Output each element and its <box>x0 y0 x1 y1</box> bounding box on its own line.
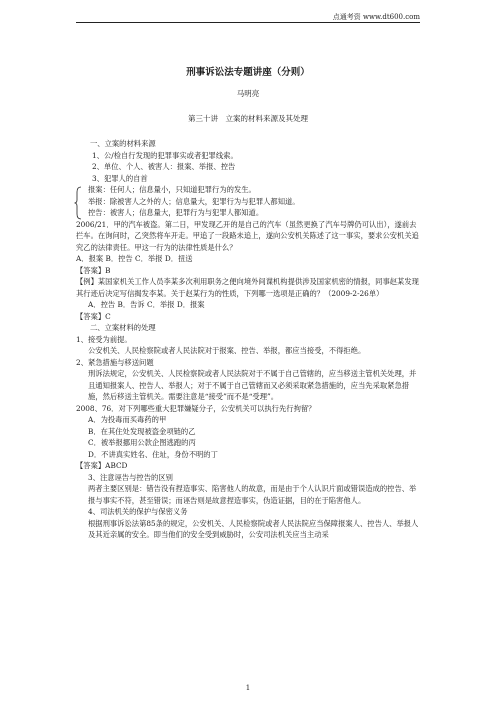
answer-options: A．控告 B．告诉 C．举报 D．报案 <box>88 300 205 309</box>
paragraph: 公安机关、人民检察院或者人民法院对于报案、控告、举报，都应当接受，不得拒绝。 <box>88 346 366 355</box>
lecture-heading: 第三十讲 立案的材料来源及其处理 <box>188 114 308 123</box>
section-heading: 一、立案的材料来源 <box>90 139 156 148</box>
subsection-heading: 4、司法机关的保护与保密义务 <box>88 507 188 516</box>
question-text: 2008、76．对下列哪些重大犯罪嫌疑分子，公安机关可以执行先行拘留？ <box>76 403 316 413</box>
list-item: 1、公/检自行发现的犯罪事实或者犯罪线索。 <box>92 150 238 160</box>
source-types-group <box>76 184 420 219</box>
document-body <box>76 138 420 541</box>
document-author: 马明亮 <box>236 89 260 98</box>
answer-option: A．为投毒而买毒药的甲 <box>88 415 167 424</box>
definition-line: 举报：除被害人之外的人；信息量大，犯罪行为与犯罪人都知道。 <box>88 196 300 206</box>
question-text: 2006/21．甲的汽车被盗。第二日，甲发现乙开的是自己的汽车（虽然更换了汽车号牌仍可认出），遂前去拦车。在询问时，乙突然将车开走。甲追了一段路未追上，遂向公安机关陈述了这一事实，要求公安机关追究乙的法律责任。甲这一行为的法律性质是什么？ <box>76 219 419 252</box>
subsection-heading: 3、注意诬告与控告的区别 <box>88 472 173 482</box>
paragraph: 两者主要区别是：错告没有捏造事实、陷害他人的故意，而是由于个人认识片面或错误造成的控告、举报与事实不符，甚至错误；而诬告则是故意捏造事实，伪造证据，目的在于陷害他人。 <box>88 484 417 505</box>
subsection-heading: 2、紧急措施与移送问题 <box>76 357 154 367</box>
paragraph: 刑诉法规定，公安机关、人民检察院或者人民法院对于不属于自己管辖的，应当移送主管机关处理，并且通知报案人、控告人、举报人；对于不属于自己管辖而又必须采取紧急措施的，应当先采取紧急措施，然后移送主管机关。需要注意是“接受”而不是“受理”。 <box>88 369 417 401</box>
question-text: 【例】某国家机关工作人员李某多次利用职务之便向境外间谍机构提供涉及国家机密的情报，同事赵某发现其行迹后决定写信揭发李某。关于赵某行为的性质，下列哪一选项是正确的？（2009-2-26单） <box>76 277 419 298</box>
answer-key: 【答案】C <box>76 311 111 321</box>
document-title: 刑事诉讼法专题讲座（分则） <box>186 67 310 78</box>
answer-option: B．在其住处发现被盗金项链的乙 <box>88 426 196 436</box>
answer-key: 【答案】B <box>76 265 111 275</box>
list-item: 2、单位、个人、被害人：报案、举报、控告 <box>92 162 236 171</box>
answer-option: C．被举报挪用公款企图逃跑的丙 <box>88 438 196 447</box>
header-site-label: 点通考资 www.dt600.com <box>332 13 420 21</box>
definition-line: 报案：任何人；信息量小，只知道犯罪行为的发生。 <box>88 185 256 194</box>
paragraph: 根据刑事诉讼法第85条的规定，公安机关、人民检察院或者人民法院应当保障报案人、控告人、举报人及其近亲属的安全。即当他们的安全受到威胁时，公安司法机关应当主动采 <box>88 518 419 539</box>
answer-key: 【答案】ABCD <box>76 461 128 470</box>
answer-option: D．不讲真实姓名、住址，身份不明的丁 <box>88 449 218 459</box>
answer-options: A．报案 B．控告 C．举报 D．扭送 <box>76 254 193 263</box>
page-number: 1 <box>245 684 251 692</box>
section-heading: 二、立案材料的处理 <box>90 323 156 332</box>
list-item: 3、犯罪人的自首 <box>92 173 148 183</box>
subsection-heading: 1、接受为前提。 <box>76 334 132 344</box>
curly-brace-icon <box>74 186 82 220</box>
header-divider <box>76 22 420 23</box>
definition-line: 控告：被害人；信息量大，犯罪行为与犯罪人都知道。 <box>88 208 264 217</box>
